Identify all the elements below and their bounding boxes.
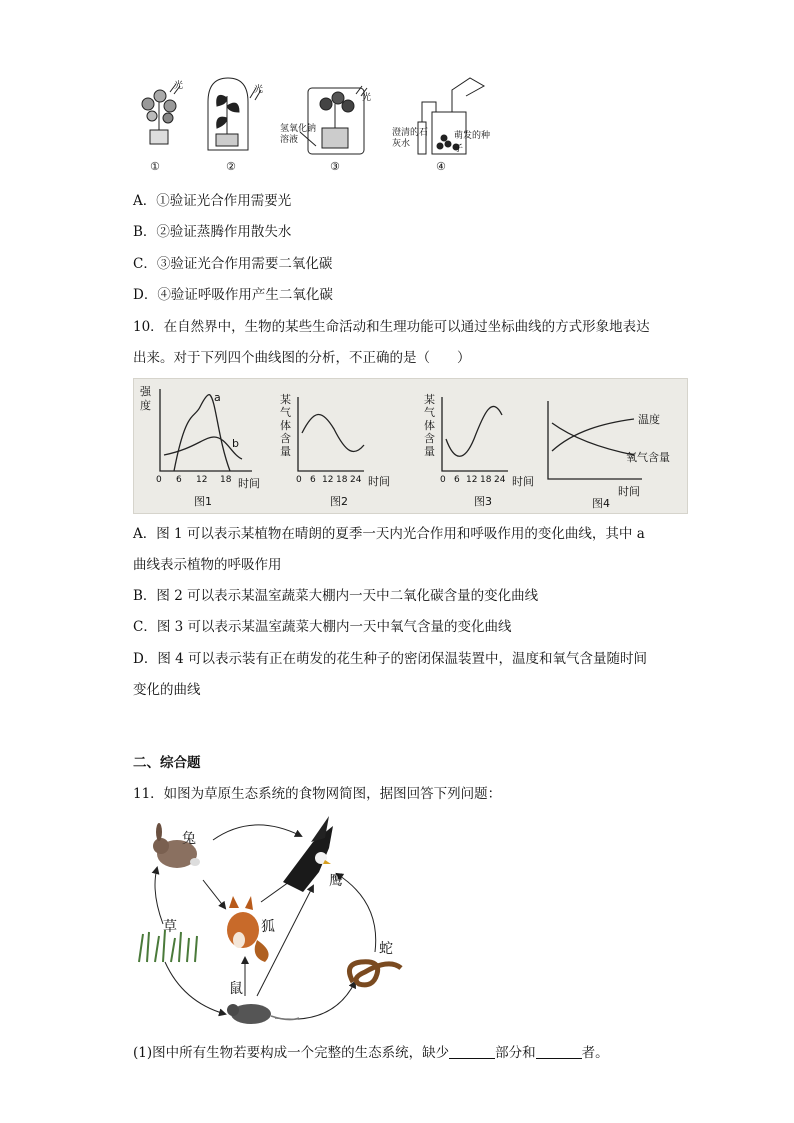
q10-option-d-line2: 变化的曲线 [133,682,201,698]
q11-stem: 11．如图为草原生态系统的食物网简图，据图回答下列问题： [133,786,502,802]
g3-caption: 图3 [474,495,492,508]
g2-caption: 图2 [330,495,348,508]
g1-tick-0: 0 [156,475,162,485]
q9-option-d: D．④验证呼吸作用产生二氧化碳 [133,287,333,303]
arrow-rabbit-eagle [213,825,301,840]
q10-option-a-line1: A．图 1 可以表示某植物在晴朗的夏季一天内光合作用和呼吸作用的变化曲线，其中 a [133,526,645,542]
q11-sub1-part-b: 部分和 [495,1045,536,1061]
food-web-figure [133,812,423,1037]
g1-curve-b [164,437,242,459]
g3-curve [446,406,502,456]
g2-xlabel: 时间 [368,475,390,488]
fig4-number: ④ [436,160,446,173]
snake-icon [349,962,401,985]
g4-xlabel: 时间 [618,485,640,498]
g1-caption: 图1 [194,495,212,508]
fig3-naoh-label: 氢氧化钠溶液 [280,124,317,145]
g4-label-temp: 温度 [638,413,660,426]
g4-caption: 图4 [592,497,610,510]
q11-sub1 [133,1044,609,1062]
g1-ylabel: 强度 [140,385,151,412]
g4-label-o2: 氧气含量 [626,451,670,464]
g1-tick-12: 12 [196,475,208,485]
g1-label-a: a [214,391,221,404]
arrow-grass-mouse [165,962,225,1014]
fig4-limewater-label: 澄清的石灰水 [392,128,429,149]
fig1-number: ① [150,160,160,173]
g2-tick-6: 6 [310,475,316,485]
g1-xlabel: 时间 [238,477,260,490]
g2-axes [298,397,364,471]
g1-axes [160,389,252,471]
eagle-icon [283,816,333,892]
label-grass: 草 [163,919,177,935]
g3-tick-0: 0 [440,475,446,485]
q11-sub1-part-c: 者。 [581,1045,609,1061]
q10-option-c: C．图 3 可以表示某温室蔬菜大棚内一天中氧气含量的变化曲线 [133,619,512,635]
g2-tick-24: 24 [350,475,362,485]
label-mouse: 鼠 [229,981,243,997]
q9-option-b: B．②验证蒸腾作用散失水 [133,224,292,240]
arrow-grass-rabbit [155,868,163,924]
g1-tick-6: 6 [176,475,182,485]
answer-blank-2[interactable] [536,1044,582,1059]
g4-axes [548,401,642,479]
q10-stem-line2: 出来。对于下列四个曲线图的分析，不正确的是（ ） [133,350,471,366]
fig3-number: ③ [330,160,340,173]
g2-tick-0: 0 [296,475,302,485]
g3-tick-6: 6 [454,475,460,485]
g3-tick-24: 24 [494,475,506,485]
label-fox: 狐 [261,919,275,935]
mouse-icon [227,1004,299,1024]
g4-curve-temp [552,419,634,451]
arrow-rabbit-fox [203,880,225,908]
fig4-seeds-label: 萌发的种子 [454,131,491,154]
fig2-light-label: 光 [254,85,264,95]
g3-tick-18: 18 [480,475,492,485]
q9-option-a: A．①验证光合作用需要光 [133,193,292,209]
fig1-light-label: 光 [174,81,184,91]
g2-tick-18: 18 [336,475,348,485]
g3-ylabel: 某气体含量 [424,393,435,458]
section-title: 二、综合题 [133,755,201,771]
label-snake: 蛇 [379,941,393,957]
q10-option-a-line2: 曲线表示植物的呼吸作用 [133,557,282,573]
g1-curve-a [174,395,230,471]
fig3-light-label: 光 [362,93,372,103]
g3-xlabel: 时间 [512,475,534,488]
q10-stem-line1: 10．在自然界中，生物的某些生命活动和生理功能可以通过坐标曲线的方式形象地表达 [133,319,650,335]
g1-tick-18: 18 [220,475,232,485]
q9-figure [130,72,490,182]
fig2-number: ② [226,160,236,173]
label-rabbit: 兔 [182,831,196,847]
label-eagle: 鹰 [329,873,343,889]
g2-curve [302,414,364,451]
g1-label-b: b [232,437,239,450]
g3-tick-12: 12 [466,475,478,485]
q11-sub1-part-a: (1)图中所有生物若要构成一个完整的生态系统，缺少 [133,1045,450,1061]
q10-option-d-line1: D．图 4 可以表示装有正在萌发的花生种子的密闭保温装置中，温度和氧气含量随时间 [133,651,647,667]
answer-blank-1[interactable] [449,1044,495,1059]
g2-ylabel: 某气体含量 [280,393,291,458]
q10-graphs-panel [133,378,688,514]
g2-tick-12: 12 [322,475,334,485]
arrow-mouse-eagle [257,886,313,996]
q9-option-c: C．③验证光合作用需要二氧化碳 [133,256,333,272]
q10-option-b: B．图 2 可以表示某温室蔬菜大棚内一天中二氧化碳含量的变化曲线 [133,588,539,604]
arrow-mouse-snake [275,982,355,1019]
fig1-plant [142,84,180,144]
